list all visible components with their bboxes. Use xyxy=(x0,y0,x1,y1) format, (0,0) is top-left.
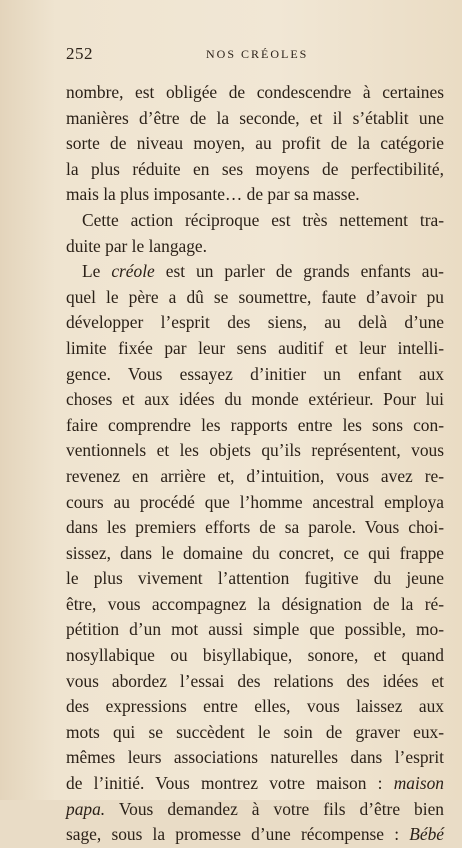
text-line: cours au procédé que l’homme ancestral employa xyxy=(66,491,444,512)
text-line xyxy=(66,771,444,797)
text-segment: de l’initié. Vous montrez votre maison : xyxy=(66,773,394,794)
text-line: la plus réduite en ses moyens de perfectibilité, xyxy=(66,158,444,179)
page-number: 252 xyxy=(66,44,93,63)
text-line: nombre, est obligée de condescendre à certaines xyxy=(66,82,444,102)
text-line: être, vous accompagnez la désignation de la ré- xyxy=(66,593,444,614)
text-line: faire comprendre les rapports entre les sons con- xyxy=(66,414,444,435)
text-line: des expressions entre elles, vous laissez aux xyxy=(66,696,444,717)
text-line: ventionnels et les objets qu’ils représentent, vous xyxy=(66,440,444,461)
text-line xyxy=(66,797,444,823)
paragraph-start-line xyxy=(66,259,444,285)
text-line: nosyllabique ou bisyllabique, sonore, et quand xyxy=(66,645,444,666)
text-line: revenez en arrière et, d’intuition, vous avez re- xyxy=(66,465,444,486)
text-line: mêmes leurs associations naturelles dans l’esprit xyxy=(66,747,444,768)
text-segment: est un parler de grands enfants au- xyxy=(154,261,444,282)
text-line: quel le père a dû se soumettre, faute d’avoir pu xyxy=(66,286,444,307)
text-line: gence. Vous essayez d’initier un enfant aux xyxy=(66,363,444,384)
italic-term: Bébé xyxy=(409,824,444,845)
text-line: duite par le langage. xyxy=(66,235,207,256)
text-segment: Le xyxy=(82,261,112,282)
text-line: mots qui se succèdent le soin de graver eux- xyxy=(66,721,444,742)
text-line: dans les premiers efforts de sa parole. Vous choi- xyxy=(66,517,444,538)
text-line: sorte de niveau moyen, au profit de la catégorie xyxy=(66,133,444,154)
body-text xyxy=(66,80,444,848)
text-line: limite fixée par leur sens auditif et leur intelli- xyxy=(66,337,444,358)
text-line: vous abordez l’essai des relations des idées et xyxy=(66,670,444,691)
text-line: mais la plus imposante… de par sa masse. xyxy=(66,184,360,205)
running-title: NOS CRÉOLES xyxy=(206,47,309,61)
italic-term: créole xyxy=(111,261,155,282)
italic-term: papa. xyxy=(66,798,106,819)
text-line: pétition d’un mot aussi simple que possible, mo- xyxy=(66,619,444,640)
text-line: manières d’être de la seconde, et il s’établit une xyxy=(66,107,444,128)
italic-term: maison xyxy=(393,773,444,794)
paragraph-start-line: Cette action réciproque est très nettement tra- xyxy=(82,209,444,230)
text-line: sissez, dans le domaine du concret, ce qui frappe xyxy=(66,542,444,563)
text-segment: Vous demandez à votre fils d’être bien xyxy=(105,798,444,819)
text-line xyxy=(66,822,444,848)
text-line: choses et aux idées du monde extérieur. Pour lui xyxy=(66,389,444,410)
page-header xyxy=(66,44,442,66)
text-line: le plus vivement l’attention fugitive du jeune xyxy=(66,568,444,589)
text-segment: sage, sous la promesse d’une récompense : xyxy=(66,824,410,845)
text-line: développer l’esprit des siens, au delà d’une xyxy=(66,312,444,333)
